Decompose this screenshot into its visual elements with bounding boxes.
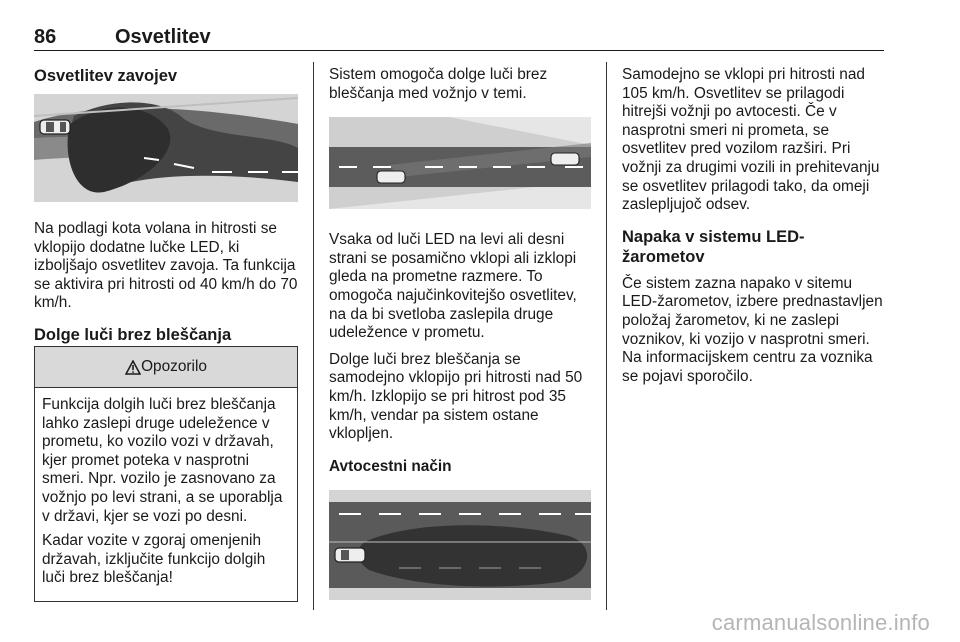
warning-text-1: Funkcija dolgih luči brez bleščanja lahko zaslepi druge udeležence v prometu, ko vozilo vozi v državah, kjer promet poteka v nasprotni smeri. Npr. vozilo je zasnovano za vožnjo po levi strani, a se uporablja v državi, kjer se vozi po desni.	[42, 396, 283, 525]
warning-title: Opozorilo	[141, 358, 207, 375]
header-rule	[34, 50, 884, 51]
led-fault-description: Če sistem zazna napako v sitemu LED-žarometov, izbere prednastavljen položaj žarometov, ki ne zaslepi voznikov, ki vozijo v nasprotni smeri. Na informacijskem centru za voznika se pojavi sporočilo.	[622, 274, 883, 385]
column-3	[622, 66, 890, 394]
column-2	[329, 66, 593, 600]
section-title-cornering: Osvetlitev zavojev	[34, 67, 178, 85]
motorway-mode-description: Samodejno se vklopi pri hitrosti nad 105 km/h. Osvetlitev se prilagodi hitrejši vožnji po avtocesti. Če v nasprotni smeri ni prometa, se osvetlitev pred vozilom razširi. Pri vožnji za drugimi vozili in prehitevanju se osvetlitev prilagodi tako, da omeji zaslepljujoč odsev.	[622, 66, 880, 214]
column-1	[34, 66, 298, 353]
warning-text-2: Kadar vozite v zgoraj omenjenih državah, izključite funkcijo dolgih luči brez bleščanja!	[42, 532, 266, 587]
warning-header	[35, 347, 297, 388]
watermark: carmanualsonline.info	[711, 610, 930, 635]
column-divider-1	[313, 62, 314, 610]
cornering-description: Na podlagi kota volana in hitrosti se vklopijo dodatne lučke LED, ki izboljšajo osvetlitev zavoja. Ta funkcija se aktivira pri hitrosti od 40 km/h do 70 km/h.	[34, 220, 298, 312]
subheading-motorway-mode: Avtocestni način	[329, 457, 452, 475]
glare-free-intro: Sistem omogoča dolge luči brez bleščanja med vožnjo v temi.	[329, 66, 548, 102]
section-title-glare-free: Dolge luči brez bleščanja	[34, 325, 232, 344]
column-divider-2	[606, 62, 607, 610]
cornering-light-illustration	[34, 94, 298, 202]
led-control-description: Vsaka od luči LED na levi ali desni strani se posamično vklopi ali izklopi gleda na prometne razmere. To omogoča najučinkovitejšo osvetlitev, na da bi svetloba zaslepila druge udeležence v prometu.	[329, 231, 577, 342]
warning-box	[34, 346, 298, 602]
page-header-title: Osvetlitev	[115, 26, 211, 48]
glare-free-illustration	[329, 117, 591, 209]
section-title-led-fault: Napaka v sistemu LED-žarometov	[622, 227, 805, 266]
warning-triangle-icon	[125, 360, 141, 375]
motorway-mode-illustration	[329, 490, 591, 600]
page-number: 86	[34, 26, 57, 48]
activation-speed-description: Dolge luči brez bleščanja se samodejno vklopijo pri hitrosti nad 50 km/h. Izklopijo se pri hitrost pod 35 km/h, vendar pa sistem ostane vklopljen.	[329, 350, 583, 443]
